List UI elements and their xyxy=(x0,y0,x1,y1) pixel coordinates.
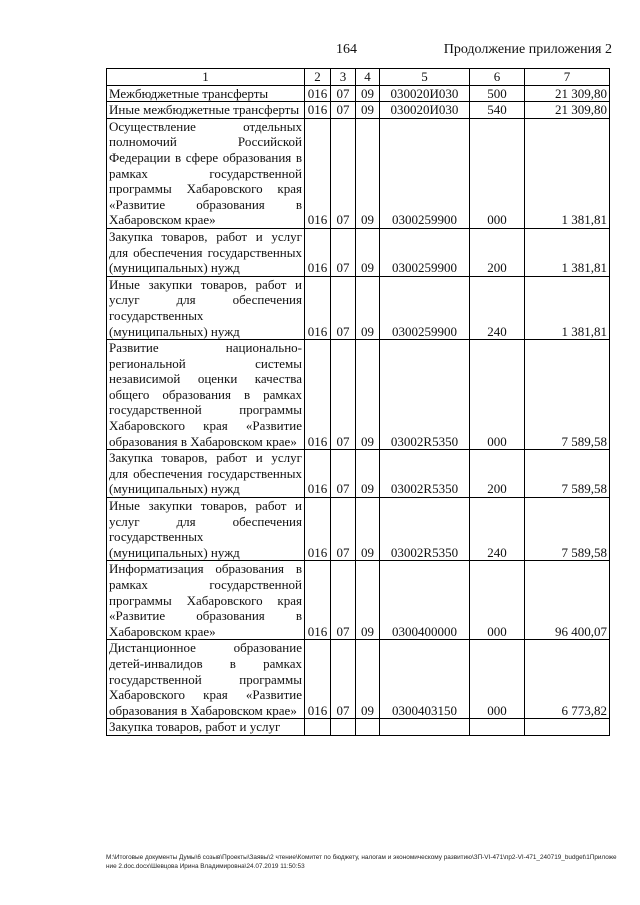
table-cell-ministry: 016 xyxy=(305,561,331,640)
column-header: 5 xyxy=(380,69,470,86)
table-row xyxy=(107,640,610,719)
table-cell-ministry: 016 xyxy=(305,498,331,561)
table-cell-target-article: 03002R5350 xyxy=(380,450,470,498)
table-cell-ministry: 016 xyxy=(305,85,331,102)
table-cell-name: Информатизация образования в рамках государственной программы Хабаровского края «Развитие образования в Хабаровском крае» xyxy=(107,561,305,640)
table-cell-name: Закупка товаров, работ и услуг xyxy=(107,719,305,736)
table-cell-section xyxy=(331,719,356,736)
file-path-footer: М:\Итоговые документы Думы\6 созыв\Проекты\Заявы\2 чтение\Комитет по бюджету, налогам и экономическому развитию\ЗП-VI-471\пр2-VI-471_240719_budget\1Приложение 2.doc.docx\Шевцова Ирина Владимировна\24.07.2019 11:50:53 xyxy=(106,854,617,870)
column-header: 2 xyxy=(305,69,331,86)
budget-table xyxy=(106,68,610,736)
column-header: 6 xyxy=(470,69,525,86)
column-header: 1 xyxy=(107,69,305,86)
table-cell-target-article: 0300400000 xyxy=(380,561,470,640)
table-cell-section: 07 xyxy=(331,276,356,339)
table-cell-name: Иные закупки товаров, работ и услуг для обеспечения государственных (муниципальных) нужд xyxy=(107,498,305,561)
table-cell-expense-type: 000 xyxy=(470,340,525,450)
table-cell-amount xyxy=(525,719,610,736)
table-cell-amount: 96 400,07 xyxy=(525,561,610,640)
table-cell-subsection: 09 xyxy=(356,118,380,228)
table-row xyxy=(107,498,610,561)
table-cell-subsection: 09 xyxy=(356,276,380,339)
table-row xyxy=(107,719,610,736)
table-cell-subsection: 09 xyxy=(356,640,380,719)
table-cell-ministry xyxy=(305,719,331,736)
table-cell-target-article: 0300403150 xyxy=(380,640,470,719)
table-cell-amount: 7 589,58 xyxy=(525,450,610,498)
table-cell-amount: 21 309,80 xyxy=(525,102,610,119)
table-cell-amount: 7 589,58 xyxy=(525,498,610,561)
table-cell-target-article: 0300259900 xyxy=(380,276,470,339)
table-cell-target-article: 0300259900 xyxy=(380,118,470,228)
table-row xyxy=(107,102,610,119)
table-row xyxy=(107,450,610,498)
table-row xyxy=(107,340,610,450)
page-number: 164 xyxy=(336,42,357,57)
table-cell-section: 07 xyxy=(331,498,356,561)
table-cell-target-article: 030020И030 xyxy=(380,102,470,119)
table-cell-target-article: 03002R5350 xyxy=(380,498,470,561)
table-cell-name: Закупка товаров, работ и услуг для обеспечения государственных (муниципальных) нужд xyxy=(107,450,305,498)
table-cell-ministry: 016 xyxy=(305,450,331,498)
table-cell-expense-type: 200 xyxy=(470,450,525,498)
table-cell-subsection: 09 xyxy=(356,561,380,640)
column-header: 7 xyxy=(525,69,610,86)
table-cell-subsection: 09 xyxy=(356,498,380,561)
table-cell-expense-type: 000 xyxy=(470,640,525,719)
table-cell-subsection: 09 xyxy=(356,102,380,119)
table-cell-name: Иные межбюджетные трансферты xyxy=(107,102,305,119)
column-header: 4 xyxy=(356,69,380,86)
table-cell-ministry: 016 xyxy=(305,118,331,228)
table-cell-amount: 6 773,82 xyxy=(525,640,610,719)
table-cell-expense-type: 200 xyxy=(470,228,525,276)
table-cell-section: 07 xyxy=(331,640,356,719)
table-cell-target-article: 0300259900 xyxy=(380,228,470,276)
table-cell-subsection: 09 xyxy=(356,450,380,498)
table-cell-subsection: 09 xyxy=(356,228,380,276)
table-cell-name: Дистанционное образование детей-инвалидов в рамках государственной программы Хабаровского края «Развитие образования в Хабаровском крае» xyxy=(107,640,305,719)
table-cell-name: Развитие национально-региональной системы независимой оценки качества общего образования в рамках государственной программы Хабаровского края «Развитие образования в Хабаровском крае» xyxy=(107,340,305,450)
table-cell-amount: 21 309,80 xyxy=(525,85,610,102)
table-cell-section: 07 xyxy=(331,102,356,119)
table-cell-subsection xyxy=(356,719,380,736)
table-cell-amount: 1 381,81 xyxy=(525,228,610,276)
table-cell-amount: 1 381,81 xyxy=(525,118,610,228)
table-cell-target-article: 03002R5350 xyxy=(380,340,470,450)
table-cell-section: 07 xyxy=(331,561,356,640)
table-cell-section: 07 xyxy=(331,85,356,102)
table-cell-ministry: 016 xyxy=(305,640,331,719)
table-cell-expense-type: 500 xyxy=(470,85,525,102)
table-cell-expense-type: 540 xyxy=(470,102,525,119)
table-cell-section: 07 xyxy=(331,450,356,498)
table-cell-name: Межбюджетные трансферты xyxy=(107,85,305,102)
table-cell-subsection: 09 xyxy=(356,85,380,102)
table-cell-subsection: 09 xyxy=(356,340,380,450)
table-cell-expense-type xyxy=(470,719,525,736)
table-row xyxy=(107,118,610,228)
table-cell-section: 07 xyxy=(331,340,356,450)
table-cell-ministry: 016 xyxy=(305,340,331,450)
table-cell-amount: 7 589,58 xyxy=(525,340,610,450)
column-number-row xyxy=(107,69,610,86)
table-cell-target-article: 030020И030 xyxy=(380,85,470,102)
table-cell-section: 07 xyxy=(331,118,356,228)
table-cell-target-article xyxy=(380,719,470,736)
table-cell-ministry: 016 xyxy=(305,228,331,276)
table-cell-expense-type: 240 xyxy=(470,276,525,339)
table-cell-name: Иные закупки товаров, работ и услуг для обеспечения государственных (муниципальных) нужд xyxy=(107,276,305,339)
table-cell-amount: 1 381,81 xyxy=(525,276,610,339)
table-row xyxy=(107,228,610,276)
table-cell-ministry: 016 xyxy=(305,276,331,339)
continuation-label: Продолжение приложения 2 xyxy=(443,42,612,57)
table-cell-expense-type: 000 xyxy=(470,118,525,228)
table-cell-name: Осуществление отдельных полномочий Российской Федерации в сфере образования в рамках государственной программы Хабаровского края «Развитие образования в Хабаровском крае» xyxy=(107,118,305,228)
column-header: 3 xyxy=(331,69,356,86)
table-cell-name: Закупка товаров, работ и услуг для обеспечения государственных (муниципальных) нужд xyxy=(107,228,305,276)
table-cell-section: 07 xyxy=(331,228,356,276)
table-row xyxy=(107,276,610,339)
table-row xyxy=(107,561,610,640)
table-cell-ministry: 016 xyxy=(305,102,331,119)
table-cell-expense-type: 240 xyxy=(470,498,525,561)
table-row xyxy=(107,85,610,102)
table-cell-expense-type: 000 xyxy=(470,561,525,640)
